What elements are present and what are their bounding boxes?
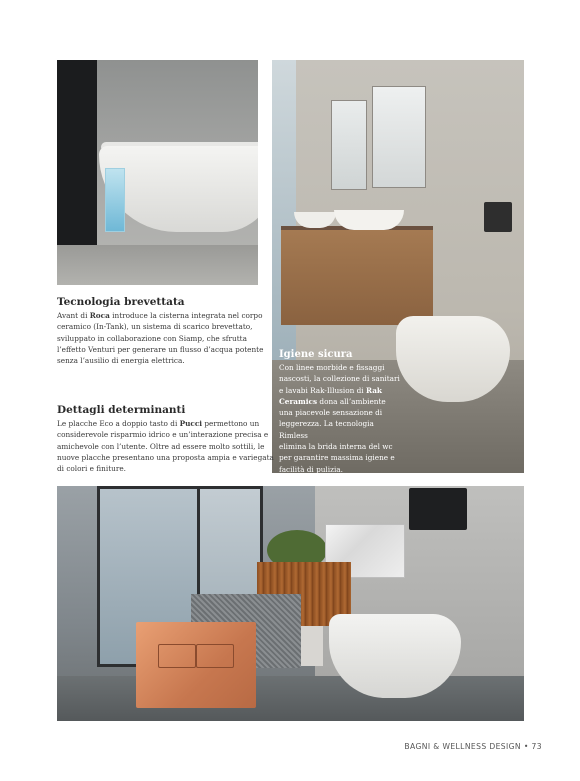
text-line: considerevole risparmio idrico e un’interazione precisa e: [57, 430, 269, 440]
page-footer: BAGNI & WELLNESS DESIGN • 73: [404, 742, 542, 751]
heading-dettagli: Dettagli determinanti: [57, 404, 186, 416]
text-line: e lavabi Rak-Illusion di Rak: [279, 385, 382, 395]
text-line: elimina la brida interna del wc: [279, 442, 393, 452]
text-line: Le placche Eco a doppio tasto di Pucci permettono un: [57, 419, 260, 428]
heading-tecnologia: Tecnologia brevettata: [57, 296, 185, 308]
text-line: di colori e finiture.: [57, 464, 126, 474]
text-line: nuove placche presentano una proposta ampia e variegata: [57, 452, 274, 462]
caption-igiene: [279, 349, 401, 475]
photo-roca-toilet: [57, 60, 258, 285]
text-line: ceramico (In-Tank), un sistema di scarico brevettato,: [57, 322, 253, 332]
heading-igiene: Igiene sicura: [279, 349, 353, 360]
text-line: Con linee morbide e fissaggi: [279, 363, 385, 372]
text-line: per garantire massima igiene e: [279, 453, 395, 463]
body-tecnologia: [57, 310, 263, 366]
body-dettagli: [57, 418, 274, 474]
text-line: Avant di Roca introduce la cisterna integrata nel corpo: [57, 311, 263, 320]
body-igiene: [279, 362, 401, 475]
text-line: nascosti, la collezione di sanitari: [279, 374, 400, 384]
photo-pucci-flush-plates: [57, 486, 524, 721]
text-line: amichevole con l’utente. Oltre ad essere molto sottili, le: [57, 441, 265, 451]
text-line: una piacevole sensazione di: [279, 408, 383, 418]
text-line: facilità di pulizia.: [279, 464, 343, 474]
text-line: leggerezza. La tecnologia Rimless: [279, 419, 374, 440]
text-line: Ceramics dona all’ambiente: [279, 396, 386, 406]
text-line: senza l’ausilio di energia elettrica.: [57, 356, 185, 366]
text-line: sviluppato in collaborazione con Siamp, che sfrutta: [57, 333, 247, 343]
text-line: l’effetto Venturi per generare un flusso d’acqua potente: [57, 344, 264, 354]
